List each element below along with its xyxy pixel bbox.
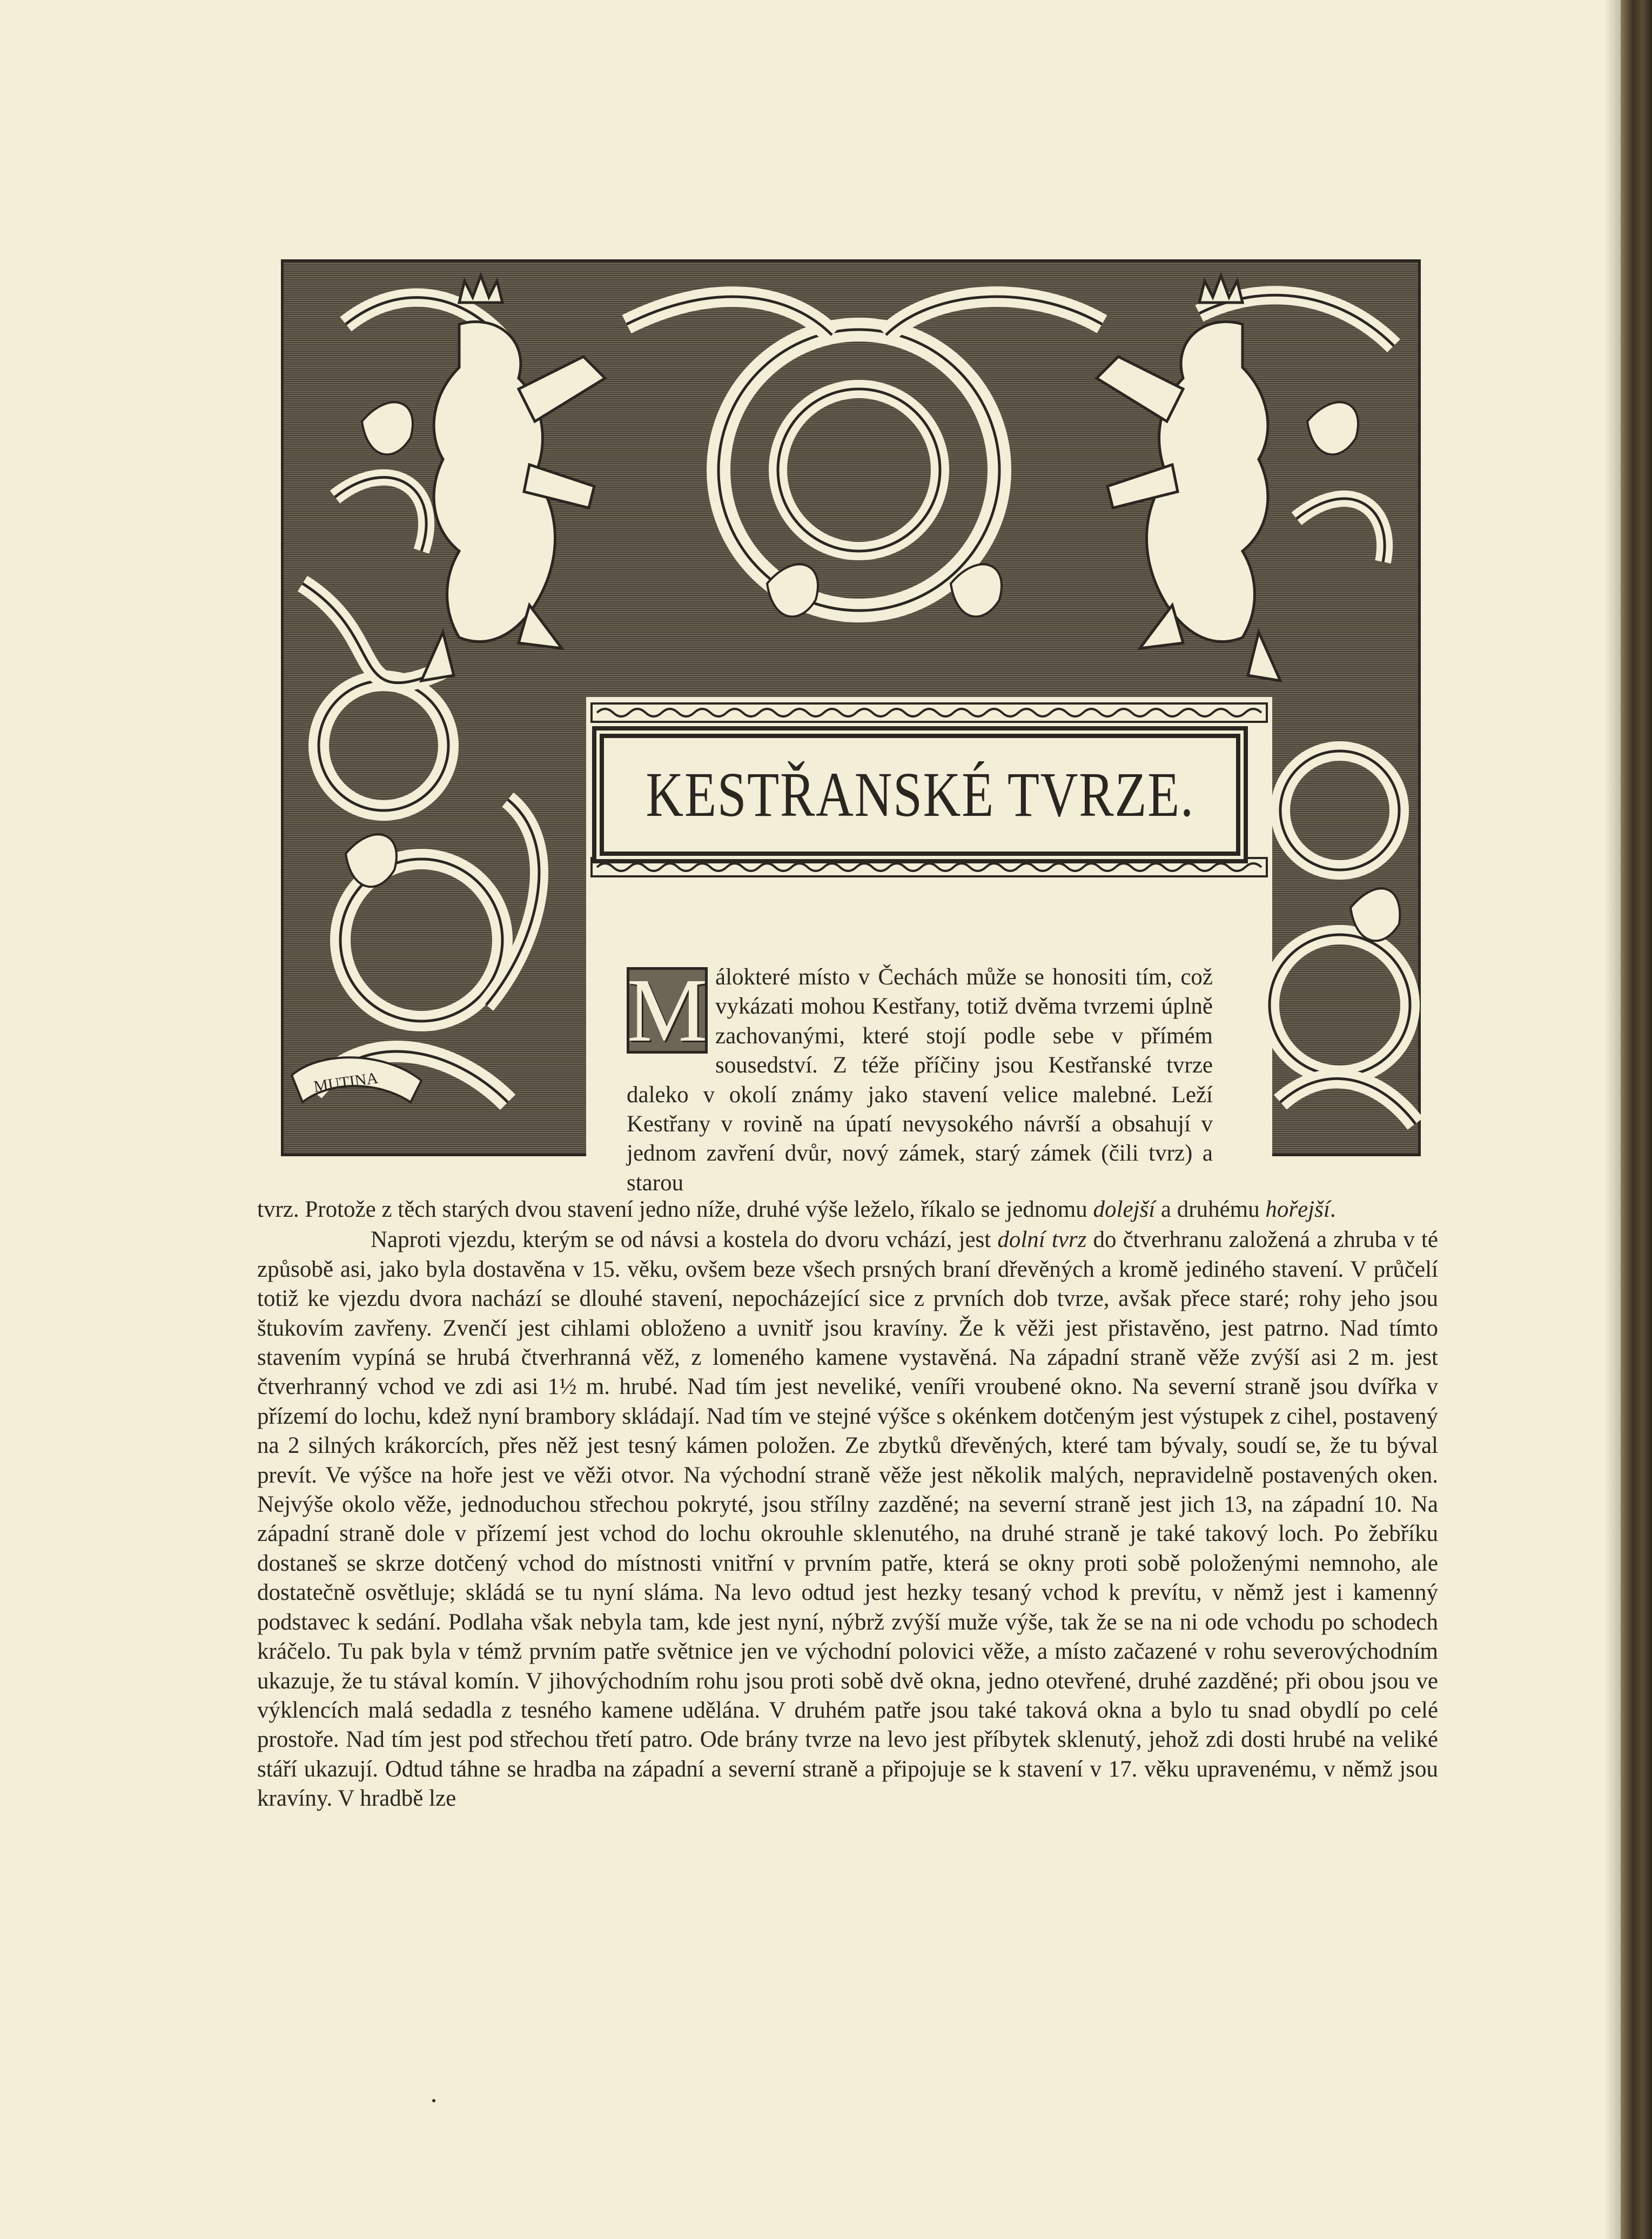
paragraph-1-text-c: . bbox=[1329, 1197, 1336, 1222]
page-edge bbox=[1621, 0, 1652, 2239]
paragraph-1-text-a: tvrz. Protože z těch starých dvou stavení jedno níže, druhé výše leželo, říkalo se jednomu bbox=[257, 1197, 1093, 1222]
paragraph-1-emphasis-b: hořejší bbox=[1265, 1197, 1330, 1222]
title-frame bbox=[600, 734, 1240, 856]
body-text bbox=[257, 1195, 1438, 1814]
drop-cap-letter: M bbox=[627, 960, 708, 1061]
page-gutter-shadow bbox=[1604, 0, 1621, 2239]
paragraph-2-text-a: Naproti vjezdu, kterým se od návsi a kostela do dvoru vchází, jest bbox=[371, 1227, 998, 1253]
page-title: KESTŘANSKÉ TVRZE. bbox=[646, 759, 1194, 830]
paragraph-1-emphasis-a: dolejší bbox=[1093, 1197, 1156, 1222]
intro-paragraph: áloktеré místo v Čechách může se honositi tím, což vykázati mohou Kestřany, totiž dvěma tvrzemi úplně zachovanými, které stojí podle sebe v přímém sousedství. Z téže příčiny jsou Kestřanské tvrze daleko v okolí známy jako stavení velice malebné. Leží Kestřany v rovině na úpatí nevysokého návrší a obsahují v jednom zavření dvůr, nový zámek, starý zámek (čili tvrz) a starou bbox=[627, 964, 1213, 1196]
page-mark bbox=[432, 2099, 435, 2102]
drop-cap-initial bbox=[627, 960, 708, 1061]
signature-text: MUTINA bbox=[312, 1069, 379, 1096]
intro-paragraph-block bbox=[627, 960, 1213, 1198]
paragraph-2 bbox=[257, 1225, 1438, 1813]
paragraph-2-emphasis-a: dolní tvrz bbox=[997, 1227, 1087, 1253]
paragraph-1-text-b: a druhému bbox=[1155, 1197, 1266, 1222]
paragraph-2-text-b: do čtverhranu založená a zhruba v té způsobě asi, jako byla dostavěna v 15. věku, ovšem beze všech prsných braní dřevěných a kromě jediného stavení. V průčelí totiž ke vjezdu dvora nachází se dlouhé stavení, nepocházející sice z prvních dob tvrze, avšak přece staré; rohy jeho jsou štukovím zavřeny. Zvenčí jest cihlami obloženo a uvnitř jsou kravíny. Že k věži jest přistavěno, jest patrno. Nad tímto stavením vypíná se hrubá čtverhranná věž, z lomeného kamene vystavěná. Na západní straně věže zvýší asi 2 m. jest čtverhranný vchod ve zdi asi 1½ m. hrubé. Nad tím jest neveliké, veníři vroubené okno. Na severní straně jsou dvířka v přízemí do lochu, kdež nyní brambory skládají. Nad tím ve stejné výšce s okénkem dotčeným jest výstupek z cihel, postavený na 2 silných krákorcích, přes něž jest tesný kámen položen. Ze zbytků dřevěných, které tam bývaly, soudí se, že tu býval prevít. Ve výšce na hoře jest ve věži otvor. Na východní straně věže jest několik malých, nepravidelně postavených oken. Nejvýše okolo věže, jednoduchou střechou pokryté, jsou střílny zazděné; na severní straně jest jich 13, na západní 10. Na západní straně dole v přízemí jest vchod do lochu okrouhle sklenutého, na druhé straně je také takový loch. Po žebříku dostaneš se skrze dotčený vchod do místnosti vnitřní v prvním patře, která se okny proti sobě položenými nemnoho, ale dostatečně osvětluje; skládá se tu nyní sláma. Na levo odtud jest hezky tesaný vchod k prevítu, v němž jest i kamenný podstavec k sedání. Podlaha však nebyla tam, kde jest nyní, nýbrž zvýší muže výše, tak že se na ni ode vchodu po schodech kráčelo. Tu pak byla v témž prvním patře světnice jen ve východní polovici věže, a místo začazené v rohu severovýchodním ukazuje, že tu stával komín. V jihovýchodním rohu jsou proti sobě dvě okna, jedno otevřené, druhé zazděné; při obou jsou ve výklencích malá sedadla z tesného kamene udělána. V druhém patře jsou také taková okna a bylo tu snad obydlí po celé prostoře. Nad tím jest pod střechou třetí patro. Ode brány tvrze na levo jest příbytek sklenutý, jehož zdi dosti hrubé na veliké stáří ukazují. Odtud táhne se hradba na západní a severní straně a připojuje se k stavení v 17. věku upravenému, v němž jsou kravíny. V hradbě lze bbox=[257, 1227, 1438, 1812]
paragraph-1 bbox=[257, 1195, 1438, 1224]
